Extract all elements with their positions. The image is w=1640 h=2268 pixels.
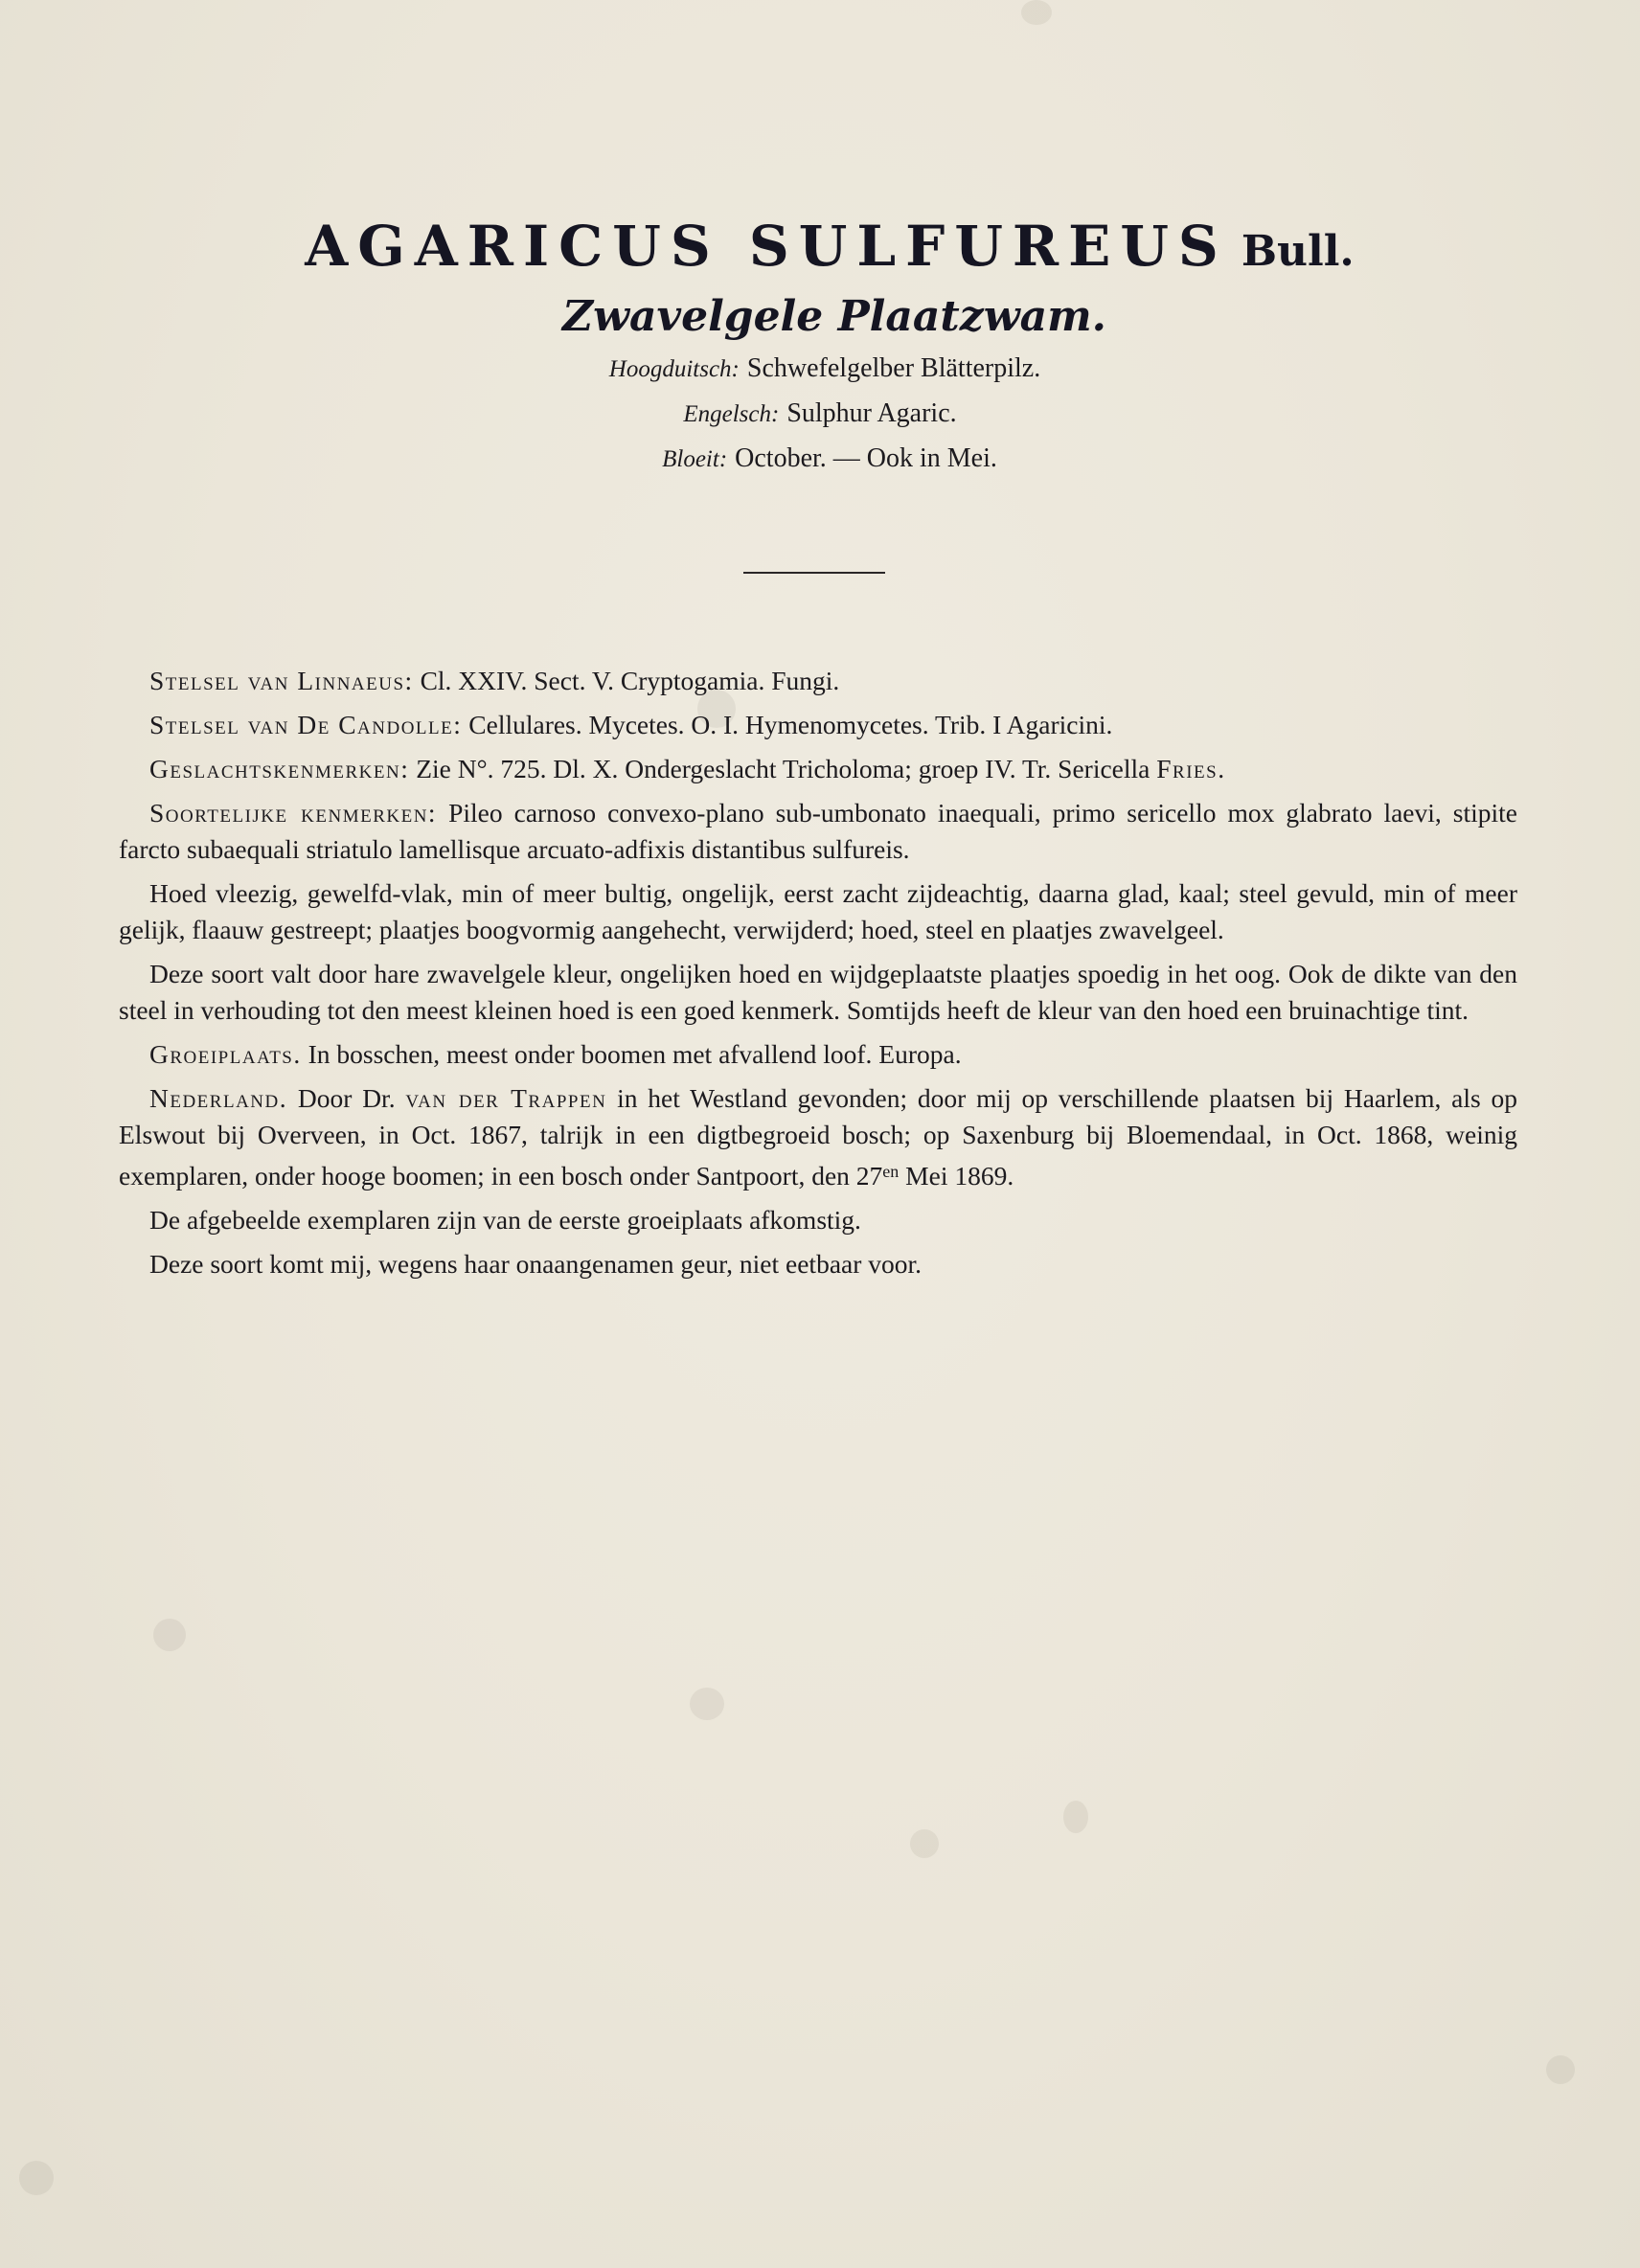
paper-stain: [19, 2161, 54, 2195]
candolle-paragraph: [119, 707, 1517, 743]
edibility-paragraph: Deze soort komt mij, wegens haar onaangenamen geur, niet eetbaar voor.: [149, 1249, 922, 1279]
english-name: Sulphur Agaric.: [786, 398, 957, 428]
author-abbreviation: Bull.: [1241, 227, 1355, 276]
species-title: [19, 211, 1640, 287]
netherlands-text-1: Door Dr.: [297, 1083, 396, 1113]
bloom-value: October. — Ook in Mei.: [735, 443, 997, 473]
german-name: Schwefelgelber Blätterpilz.: [746, 353, 1041, 383]
german-name-line: [10, 347, 1640, 392]
bloom-label: Bloeit:: [662, 446, 728, 472]
genus-paragraph: [119, 751, 1517, 787]
netherlands-name: van der Trappen: [405, 1083, 607, 1113]
linnaeus-text: Cl. XXIV. Sect. V. Cryptogamia. Fungi.: [420, 666, 840, 695]
paper-stain: [910, 1829, 939, 1858]
netherlands-day: 27: [855, 1161, 883, 1191]
genus-label: Geslachtskenmerken:: [149, 754, 410, 783]
habitat-text: In bosschen, meest onder boomen met afvallend loof. Europa.: [308, 1039, 962, 1069]
linnaeus-label: Stelsel van Linnaeus:: [149, 666, 414, 695]
species-text: Pileo carnoso convexo-plano sub-umbonato inaequali, primo sericello mox glabrato laevi, stipite farcto subaequali striatulo lamellisque arcuato-adfixis distantibus sulfureis.: [119, 798, 1518, 864]
paper-stain: [1021, 0, 1052, 25]
scientific-name: AGARICUS SULFUREUS: [305, 214, 1228, 279]
netherlands-day-suffix: en: [882, 1162, 900, 1181]
bloom-line: [19, 437, 1640, 482]
dutch-common-name: Zwavelgele Plaatzwam.: [562, 292, 1106, 341]
netherlands-paragraph: [119, 1080, 1517, 1194]
candolle-text: Cellulares. Mycetes. O. I. Hymenomycetes. Trib. I Agaricini.: [468, 710, 1113, 739]
description-paragraph: Hoed vleezig, gewelfd-vlak, min of meer bultig, ongelijk, eerst zacht zijdeachtig, daarna glad, kaal; steel gevuld, min of meer gelijk, flaauw gestreept; plaatjes boogvormig aangehecht, verwijderd; hoed, steel en plaatjes zwavelgeel.: [119, 878, 1517, 944]
species-label: Soortelijke kenmerken:: [149, 798, 438, 828]
recognition-paragraph: Deze soort valt door hare zwavelgele kleur, ongelijken hoed en wijdgeplaatste plaatjes spoedig in het oog. Ook de dikte van den steel in verhouding tot den meest kleinen hoed is een goed kenmerk. Somtijds heeft de kleur van den hoed een bruinachtige tint.: [119, 959, 1517, 1025]
description-body: [119, 663, 1517, 1290]
german-label: Hoogduitsch:: [608, 356, 740, 382]
english-name-line: [0, 392, 1640, 437]
english-label: Engelsch:: [683, 401, 780, 427]
paper-stain: [1546, 2055, 1575, 2084]
species-paragraph: [119, 795, 1517, 868]
netherlands-text-2: in het Westland gevonden; door mij op verschillende plaatsen bij Haarlem, als op Elswout bij Overveen, in Oct. 1867, talrijk in een digtbegroeid bosch; op Saxenburg bij Bloemendaal, in Oct. 1868, weinig exemplaren, onder hooge boomen; in een bosch onder Santpoort, den: [119, 1083, 1518, 1191]
netherlands-text-3: Mei 1869.: [905, 1161, 1014, 1191]
paper-stain: [690, 1688, 724, 1720]
paper-stain: [153, 1619, 186, 1651]
netherlands-label: Nederland.: [149, 1083, 288, 1113]
depicted-paragraph: De afgebeelde exemplaren zijn van de eerste groeiplaats afkomstig.: [149, 1205, 861, 1235]
genus-text: Zie N°. 725. Dl. X. Ondergeslacht Tricholoma; groep IV. Tr. Sericella: [416, 754, 1150, 783]
linnaeus-paragraph: [119, 663, 1517, 699]
header: [0, 211, 1640, 482]
habitat-label: Groeiplaats.: [149, 1039, 302, 1069]
habitat-paragraph: [119, 1036, 1517, 1073]
genus-fries: Fries.: [1156, 754, 1226, 783]
paper-stain: [1063, 1801, 1088, 1833]
candolle-label: Stelsel van De Candolle:: [149, 710, 463, 739]
section-divider: [743, 572, 885, 574]
